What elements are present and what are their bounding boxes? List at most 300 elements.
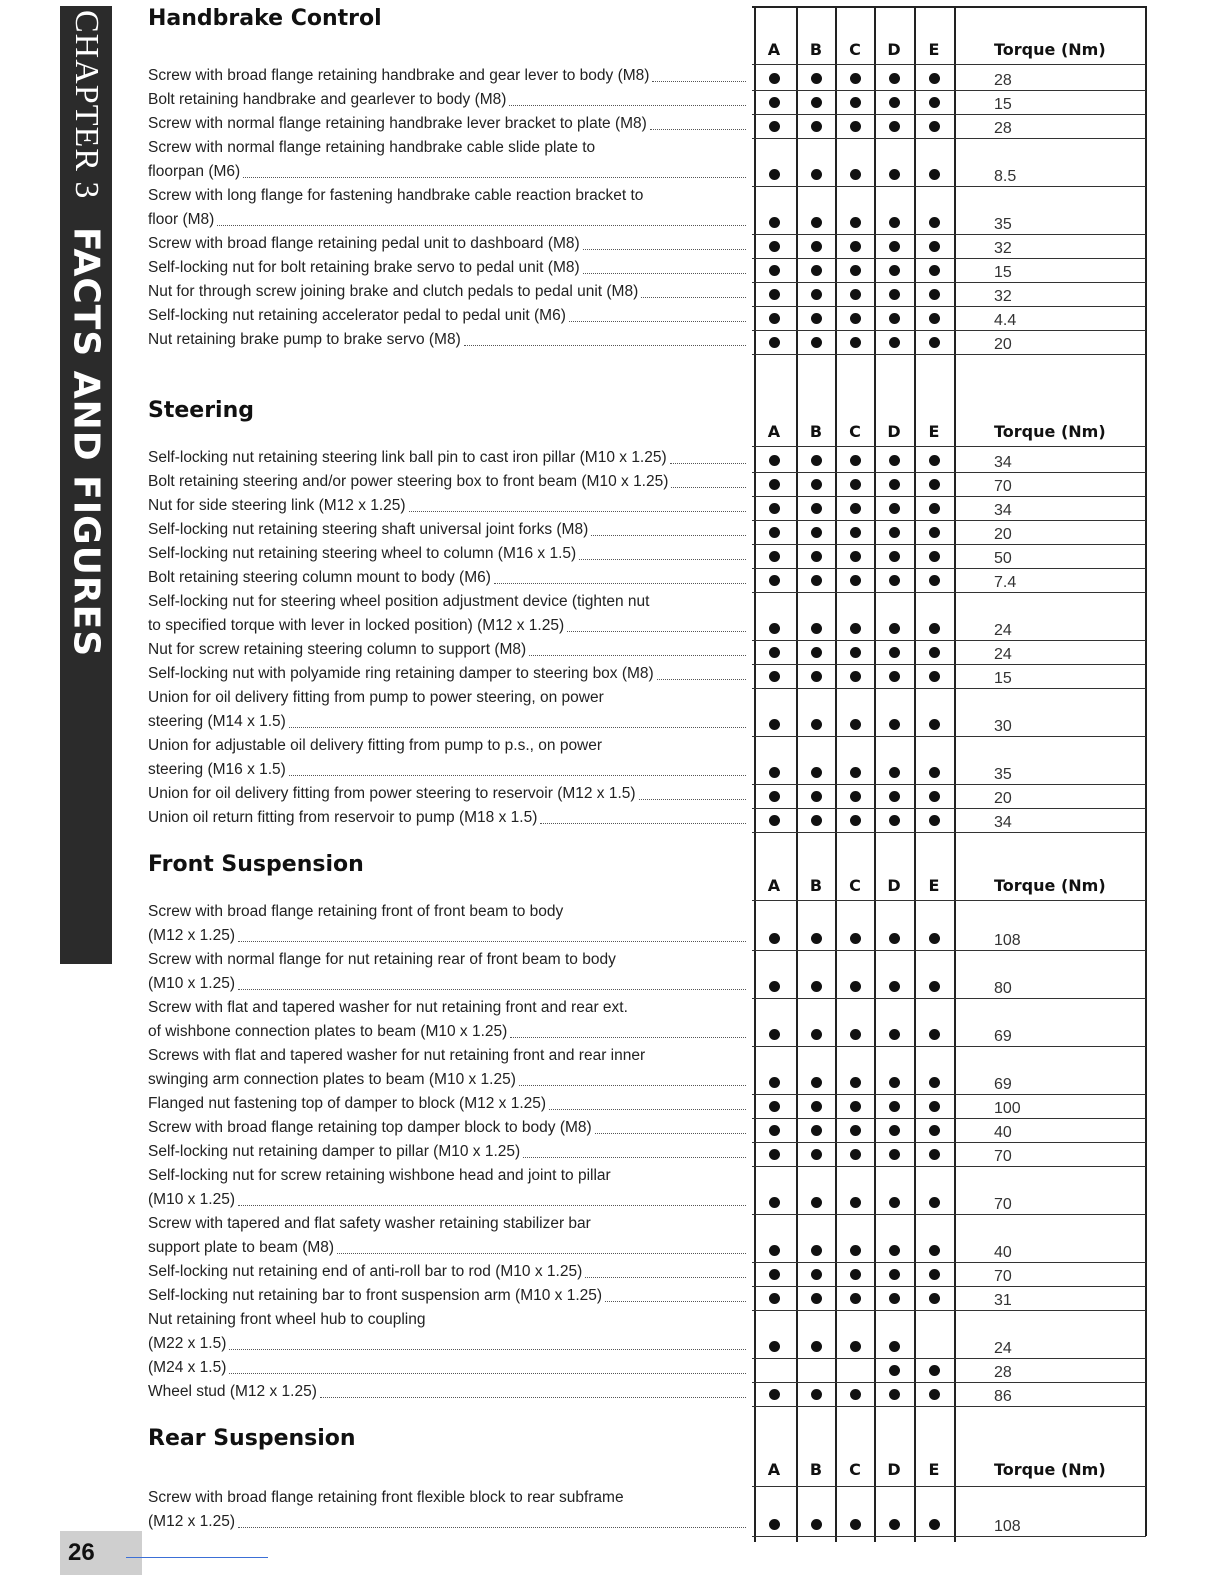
torque-value: 20 [994, 526, 1012, 543]
table-row [148, 806, 746, 830]
applicability-dot-e [929, 1149, 940, 1160]
applicability-dot-e [929, 551, 940, 562]
table-row [148, 1164, 746, 1212]
applicability-dot-e [929, 1389, 940, 1400]
applicability-dot-c [850, 313, 861, 324]
dot-leader [650, 128, 746, 130]
table-frame-right [1145, 6, 1147, 1536]
row-description: Screw with normal flange retaining handbrake lever bracket to plate (M8) [148, 112, 746, 136]
applicability-dot-d [889, 217, 900, 228]
table-row [148, 1260, 746, 1284]
row-description: Screw with tapered and flat safety washer retaining stabilizer bar [148, 1215, 591, 1232]
row-description: Screw with broad flange retaining top damper block to body (M8) [148, 1116, 746, 1140]
dot-leader [494, 582, 746, 584]
table-row-rule [752, 472, 1146, 473]
table-row-rule [752, 832, 1146, 833]
applicability-dot-b [811, 551, 822, 562]
applicability-dot-b [811, 289, 822, 300]
section-title: Front Suspension [148, 852, 364, 877]
applicability-dot-d [889, 767, 900, 778]
applicability-dot-b [811, 455, 822, 466]
torque-value: 8.5 [994, 168, 1017, 185]
applicability-dot-b [811, 313, 822, 324]
dot-leader [670, 462, 746, 464]
table-row [148, 64, 746, 88]
applicability-dot-a [769, 241, 780, 252]
applicability-dot-d [889, 1245, 900, 1256]
applicability-dot-b [811, 1245, 822, 1256]
table-row [148, 1116, 746, 1140]
table-row [148, 328, 746, 352]
applicability-dot-e [929, 1197, 940, 1208]
applicability-dot-a [769, 1245, 780, 1256]
row-description: Screw with broad flange retaining front of front beam to body [148, 903, 564, 920]
column-header-e: E [928, 876, 940, 895]
row-description: Self-locking nut for steering wheel position adjustment device (tighten nut [148, 593, 650, 610]
table-row [148, 1308, 746, 1356]
column-header-d: D [887, 876, 901, 895]
column-header-d: D [887, 40, 901, 59]
applicability-dot-c [850, 1149, 861, 1160]
table-row [148, 184, 746, 232]
applicability-dot-d [889, 1389, 900, 1400]
row-description: Self-locking nut retaining steering shaft universal joint forks (M8) [148, 518, 746, 542]
row-description: Nut for through screw joining brake and clutch pedals to pedal unit (M8) [148, 280, 746, 304]
applicability-dot-a [769, 767, 780, 778]
row-description: Union for oil delivery fitting from power steering to reservoir (M12 x 1.5) [148, 782, 746, 806]
applicability-dot-c [850, 1341, 861, 1352]
applicability-dot-a [769, 647, 780, 658]
applicability-dot-d [889, 1101, 900, 1112]
applicability-dot-e [929, 1101, 940, 1112]
table-row-rule [752, 950, 1146, 951]
applicability-dot-b [811, 479, 822, 490]
table-row [148, 280, 746, 304]
table-row-rule [752, 1094, 1146, 1095]
applicability-dot-a [769, 1269, 780, 1280]
row-description: steering (M14 x 1.5) [148, 710, 746, 734]
section-title: Steering [148, 398, 255, 423]
applicability-dot-b [811, 121, 822, 132]
column-header-a: A [767, 422, 781, 441]
applicability-dot-b [811, 719, 822, 730]
dot-leader [238, 940, 746, 942]
applicability-dot-e [929, 73, 940, 84]
applicability-dot-d [889, 1269, 900, 1280]
applicability-dot-b [811, 981, 822, 992]
applicability-dot-e [929, 575, 940, 586]
applicability-dot-b [811, 503, 822, 514]
applicability-dot-c [850, 623, 861, 634]
table-row [148, 88, 746, 112]
applicability-dot-e [929, 217, 940, 228]
applicability-dot-c [850, 1269, 861, 1280]
table-row-rule [752, 1310, 1146, 1311]
table-row-rule [752, 1536, 1146, 1537]
applicability-dot-c [850, 671, 861, 682]
table-row-rule [752, 1286, 1146, 1287]
table-row [148, 1044, 746, 1092]
row-description: Screw with broad flange retaining front flexible block to rear subframe [148, 1489, 624, 1506]
section-title: Rear Suspension [148, 1426, 356, 1451]
row-description: Union oil return fitting from reservoir to pump (M18 x 1.5) [148, 806, 746, 830]
dot-leader [652, 80, 746, 82]
applicability-dot-a [769, 791, 780, 802]
column-header-d: D [887, 422, 901, 441]
applicability-dot-d [889, 241, 900, 252]
applicability-dot-b [811, 623, 822, 634]
applicability-dot-b [811, 1519, 822, 1530]
torque-value: 15 [994, 264, 1012, 281]
torque-value: 35 [994, 216, 1012, 233]
applicability-dot-b [811, 169, 822, 180]
table-row [148, 1140, 746, 1164]
applicability-dot-e [929, 97, 940, 108]
row-description: swinging arm connection plates to beam (M10 x 1.25) [148, 1068, 746, 1092]
table-row-rule [752, 1142, 1146, 1143]
applicability-dot-b [811, 1029, 822, 1040]
applicability-dot-e [929, 121, 940, 132]
dot-leader [549, 1108, 746, 1110]
row-description: Screws with flat and tapered washer for nut retaining front and rear inner [148, 1047, 646, 1064]
table-column-line [954, 8, 956, 1542]
applicability-dot-a [769, 551, 780, 562]
row-description: Union for adjustable oil delivery fitting from pump to p.s., on power [148, 737, 603, 754]
applicability-dot-c [850, 1125, 861, 1136]
torque-value: 80 [994, 980, 1012, 997]
applicability-dot-d [889, 719, 900, 730]
torque-value: 15 [994, 670, 1012, 687]
row-description: Self-locking nut retaining end of anti-roll bar to rod (M10 x 1.25) [148, 1260, 746, 1284]
applicability-dot-a [769, 1341, 780, 1352]
table-row-rule [752, 592, 1146, 593]
dot-leader [464, 344, 746, 346]
row-description: floorpan (M6) [148, 160, 746, 184]
table-row-rule [752, 138, 1146, 139]
dot-leader [243, 176, 746, 178]
dot-leader [229, 1372, 746, 1374]
applicability-dot-e [929, 169, 940, 180]
applicability-dot-e [929, 719, 940, 730]
applicability-dot-d [889, 121, 900, 132]
applicability-dot-b [811, 337, 822, 348]
row-description: Self-locking nut retaining bar to front suspension arm (M10 x 1.25) [148, 1284, 746, 1308]
table-row-rule [752, 1118, 1146, 1119]
applicability-dot-e [929, 623, 940, 634]
table-row-rule [752, 330, 1146, 331]
dot-leader [641, 296, 746, 298]
applicability-dot-c [850, 121, 861, 132]
applicability-dot-a [769, 97, 780, 108]
table-row-rule [752, 520, 1146, 521]
table-row-rule [752, 114, 1146, 115]
applicability-dot-d [889, 1519, 900, 1530]
torque-value: 69 [994, 1076, 1012, 1093]
torque-value: 34 [994, 814, 1012, 831]
table-row [148, 1380, 746, 1404]
column-header-b: B [809, 876, 823, 895]
applicability-dot-c [850, 1077, 861, 1088]
applicability-dot-c [850, 933, 861, 944]
applicability-dot-c [850, 503, 861, 514]
torque-value: 34 [994, 454, 1012, 471]
table-row-rule [752, 664, 1146, 665]
applicability-dot-b [811, 1389, 822, 1400]
applicability-dot-e [929, 289, 940, 300]
page-number: 26 [60, 1531, 142, 1575]
table-row [148, 782, 746, 806]
table-row-rule [752, 1262, 1146, 1263]
table-row [148, 542, 746, 566]
row-description: Wheel stud (M12 x 1.25) [148, 1380, 746, 1404]
applicability-dot-c [850, 791, 861, 802]
applicability-dot-c [850, 337, 861, 348]
row-description: Self-locking nut for bolt retaining brake servo to pedal unit (M8) [148, 256, 746, 280]
row-description: Screw with broad flange retaining pedal unit to dashboard (M8) [148, 232, 746, 256]
torque-value: 108 [994, 932, 1021, 949]
table-row-rule [752, 64, 1146, 65]
applicability-dot-e [929, 241, 940, 252]
applicability-dot-d [889, 1077, 900, 1088]
applicability-dot-b [811, 241, 822, 252]
table-row-rule [752, 784, 1146, 785]
table-column-line [796, 8, 798, 1542]
dot-leader [585, 1276, 746, 1278]
applicability-dot-b [811, 1269, 822, 1280]
torque-column-header: Torque (Nm) [994, 40, 1106, 59]
row-description: (M22 x 1.5) [148, 1332, 746, 1356]
applicability-dot-d [889, 265, 900, 276]
applicability-dot-b [811, 265, 822, 276]
dot-leader [591, 534, 746, 536]
table-row [148, 686, 746, 734]
table-row-rule [752, 568, 1146, 569]
applicability-dot-b [811, 1197, 822, 1208]
applicability-dot-d [889, 1293, 900, 1304]
dot-leader [409, 510, 746, 512]
applicability-dot-e [929, 1293, 940, 1304]
table-row-rule [752, 544, 1146, 545]
table-row-rule [752, 234, 1146, 235]
applicability-dot-d [889, 313, 900, 324]
table-row-rule [752, 258, 1146, 259]
applicability-dot-a [769, 623, 780, 634]
applicability-dot-a [769, 671, 780, 682]
chapter-label: CHAPTER 3 [68, 10, 105, 200]
table-row-rule [752, 998, 1146, 999]
dot-leader [595, 1132, 746, 1134]
dot-leader [238, 1526, 746, 1528]
table-row [148, 900, 746, 948]
table-frame-top [752, 6, 1146, 8]
applicability-dot-d [889, 97, 900, 108]
table-row [148, 996, 746, 1044]
applicability-dot-d [889, 981, 900, 992]
applicability-dot-a [769, 313, 780, 324]
applicability-dot-a [769, 575, 780, 586]
applicability-dot-d [889, 503, 900, 514]
table-row-rule [752, 282, 1146, 283]
applicability-dot-a [769, 1149, 780, 1160]
applicability-dot-c [850, 1389, 861, 1400]
applicability-dot-a [769, 1197, 780, 1208]
table-row-rule [752, 496, 1146, 497]
applicability-dot-d [889, 933, 900, 944]
table-column-line [754, 8, 756, 1542]
applicability-dot-a [769, 289, 780, 300]
table-row [148, 1212, 746, 1260]
row-description: (M10 x 1.25) [148, 1188, 746, 1212]
applicability-dot-e [929, 791, 940, 802]
applicability-dot-c [850, 97, 861, 108]
applicability-dot-d [889, 551, 900, 562]
applicability-dot-b [811, 1125, 822, 1136]
row-description: Self-locking nut retaining damper to pillar (M10 x 1.25) [148, 1140, 746, 1164]
applicability-dot-b [811, 1341, 822, 1352]
row-description: (M24 x 1.5) [148, 1356, 746, 1380]
applicability-dot-b [811, 1101, 822, 1112]
row-description: support plate to beam (M8) [148, 1236, 746, 1260]
applicability-dot-a [769, 719, 780, 730]
applicability-dot-e [929, 1519, 940, 1530]
applicability-dot-c [850, 289, 861, 300]
applicability-dot-d [889, 815, 900, 826]
torque-value: 32 [994, 288, 1012, 305]
applicability-dot-c [850, 647, 861, 658]
applicability-dot-c [850, 479, 861, 490]
applicability-dot-d [889, 1029, 900, 1040]
row-description: Self-locking nut retaining steering link ball pin to cast iron pillar (M10 x 1.25) [148, 446, 746, 470]
row-description: Self-locking nut with polyamide ring retaining damper to steering box (M8) [148, 662, 746, 686]
torque-value: 86 [994, 1388, 1012, 1405]
applicability-dot-b [811, 1077, 822, 1088]
applicability-dot-d [889, 455, 900, 466]
torque-value: 31 [994, 1292, 1012, 1309]
column-header-b: B [809, 1460, 823, 1479]
applicability-dot-e [929, 767, 940, 778]
applicability-dot-b [811, 527, 822, 538]
applicability-dot-c [850, 1245, 861, 1256]
row-description: Nut for screw retaining steering column to support (M8) [148, 638, 746, 662]
torque-value: 15 [994, 96, 1012, 113]
torque-value: 70 [994, 1196, 1012, 1213]
column-header-b: B [809, 40, 823, 59]
applicability-dot-b [811, 815, 822, 826]
torque-value: 70 [994, 1268, 1012, 1285]
table-column-line [874, 8, 876, 1542]
applicability-dot-a [769, 121, 780, 132]
table-row [148, 1356, 746, 1380]
row-description: Screw with normal flange for nut retaining rear of front beam to body [148, 951, 616, 968]
table-row [148, 494, 746, 518]
applicability-dot-c [850, 455, 861, 466]
chapter-title: FACTS AND FIGURES [65, 227, 107, 658]
row-description: (M12 x 1.25) [148, 1510, 746, 1534]
applicability-dot-d [889, 647, 900, 658]
applicability-dot-c [850, 241, 861, 252]
table-row-rule [752, 1214, 1146, 1215]
row-description: to specified torque with lever in locked position) (M12 x 1.25) [148, 614, 746, 638]
row-description: Nut for side steering link (M12 x 1.25) [148, 494, 746, 518]
row-description: steering (M16 x 1.5) [148, 758, 746, 782]
dot-leader [605, 1300, 746, 1302]
section-title: Handbrake Control [148, 6, 382, 31]
column-header-c: C [849, 1460, 861, 1479]
applicability-dot-c [850, 73, 861, 84]
applicability-dot-b [811, 791, 822, 802]
table-row-rule [752, 808, 1146, 809]
applicability-dot-d [889, 527, 900, 538]
table-row [148, 590, 746, 638]
applicability-dot-d [889, 623, 900, 634]
dot-leader [567, 630, 746, 632]
torque-value: 28 [994, 72, 1012, 89]
applicability-dot-a [769, 73, 780, 84]
column-header-c: C [849, 876, 861, 895]
applicability-dot-d [889, 671, 900, 682]
row-description: Screw with broad flange retaining handbrake and gear lever to body (M8) [148, 64, 746, 88]
applicability-dot-d [889, 73, 900, 84]
applicability-dot-d [889, 575, 900, 586]
applicability-dot-c [850, 265, 861, 276]
table-row [148, 1486, 746, 1534]
dot-leader [523, 1156, 746, 1158]
torque-value: 40 [994, 1244, 1012, 1261]
row-description: of wishbone connection plates to beam (M10 x 1.25) [148, 1020, 746, 1044]
applicability-dot-b [811, 1149, 822, 1160]
applicability-dot-d [889, 1125, 900, 1136]
applicability-dot-b [811, 1293, 822, 1304]
table-row [148, 136, 746, 184]
applicability-dot-a [769, 1029, 780, 1040]
column-header-c: C [849, 40, 861, 59]
applicability-dot-c [850, 527, 861, 538]
row-description: (M10 x 1.25) [148, 972, 746, 996]
applicability-dot-a [769, 1125, 780, 1136]
applicability-dot-e [929, 647, 940, 658]
table-row-rule [752, 1046, 1146, 1047]
row-description: Nut retaining front wheel hub to coupling [148, 1311, 426, 1328]
applicability-dot-c [850, 575, 861, 586]
torque-value: 35 [994, 766, 1012, 783]
applicability-dot-b [811, 97, 822, 108]
applicability-dot-e [929, 503, 940, 514]
table-row [148, 662, 746, 686]
torque-column-header: Torque (Nm) [994, 422, 1106, 441]
torque-value: 24 [994, 1340, 1012, 1357]
table-row-rule [752, 446, 1146, 447]
dot-leader [217, 224, 746, 226]
torque-value: 20 [994, 790, 1012, 807]
table-row [148, 256, 746, 280]
applicability-dot-a [769, 503, 780, 514]
row-description: Self-locking nut for screw retaining wishbone head and joint to pillar [148, 1167, 611, 1184]
row-description: Union for oil delivery fitting from pump to power steering, on power [148, 689, 604, 706]
torque-value: 28 [994, 1364, 1012, 1381]
applicability-dot-c [850, 169, 861, 180]
applicability-dot-e [929, 671, 940, 682]
table-column-line [835, 8, 837, 1542]
dot-leader [569, 320, 746, 322]
column-header-e: E [928, 1460, 940, 1479]
applicability-dot-e [929, 265, 940, 276]
applicability-dot-a [769, 337, 780, 348]
applicability-dot-e [929, 1029, 940, 1040]
table-row [148, 734, 746, 782]
applicability-dot-a [769, 265, 780, 276]
applicability-dot-b [811, 767, 822, 778]
applicability-dot-c [850, 719, 861, 730]
